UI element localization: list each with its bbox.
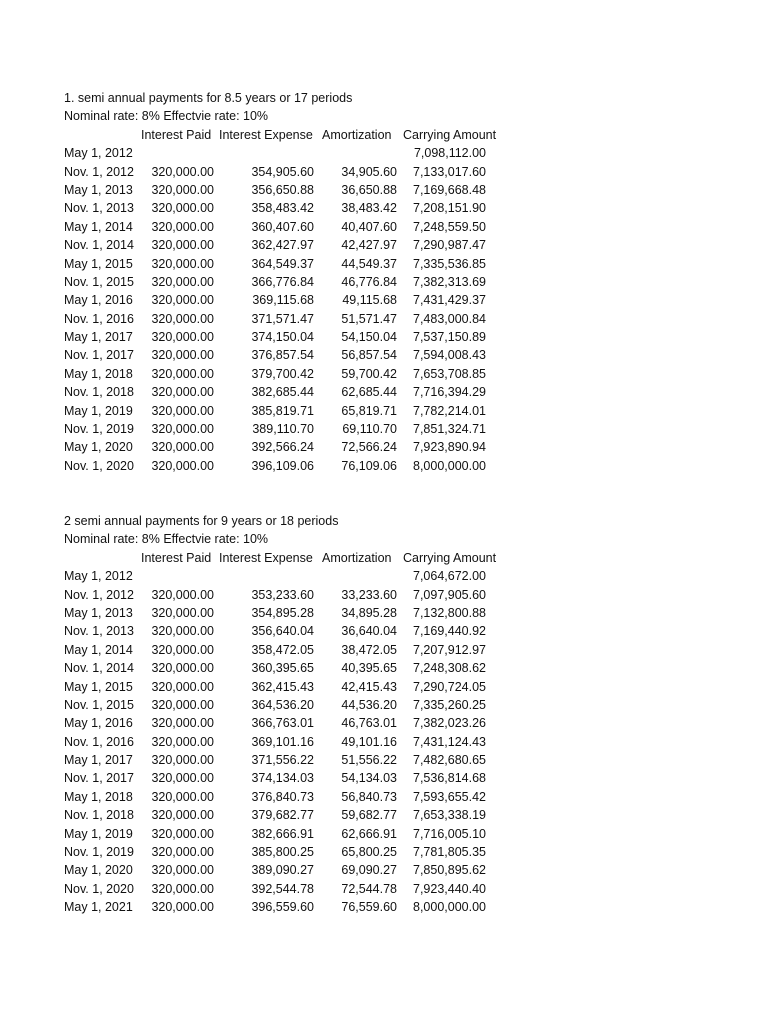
cell-amortization: 72,544.78 (341, 881, 397, 896)
cell-carrying-amount: 7,781,805.35 (413, 845, 486, 860)
cell-carrying-amount: 7,537,150.89 (413, 330, 486, 345)
cell-date: May 1, 2020 (64, 863, 133, 878)
table-row (64, 181, 584, 199)
cell-interest-expense: 385,800.25 (251, 845, 314, 860)
cell-interest-paid: 320,000.00 (151, 458, 214, 473)
cell-amortization: 36,640.04 (341, 624, 397, 639)
cell-interest-paid: 320,000.00 (151, 716, 214, 731)
cell-carrying-amount: 7,208,151.90 (413, 201, 486, 216)
cell-interest-paid: 320,000.00 (151, 753, 214, 768)
header-carrying-amount: Carrying Amount (403, 127, 497, 142)
cell-date: Nov. 1, 2015 (64, 697, 134, 712)
table-row (64, 898, 584, 916)
cell-interest-paid: 320,000.00 (151, 845, 214, 860)
cell-carrying-amount: 7,382,313.69 (413, 274, 486, 289)
table-row (64, 144, 584, 162)
cell-interest-expense: 389,090.27 (251, 863, 314, 878)
cell-date: Nov. 1, 2012 (64, 587, 134, 602)
table-row (64, 806, 584, 824)
cell-interest-expense: 354,905.60 (251, 164, 314, 179)
header-interest-expense: Interest Expense (219, 127, 313, 142)
table-row (64, 843, 584, 861)
cell-interest-expense: 371,556.22 (251, 753, 314, 768)
cell-carrying-amount: 7,132,800.88 (413, 605, 486, 620)
table-row (64, 328, 584, 346)
cell-interest-paid: 320,000.00 (151, 679, 214, 694)
cell-interest-paid: 320,000.00 (151, 219, 214, 234)
cell-carrying-amount: 7,248,308.62 (413, 661, 486, 676)
cell-interest-paid: 320,000.00 (151, 642, 214, 657)
cell-amortization: 59,700.42 (341, 366, 397, 381)
table-row (64, 291, 584, 309)
cell-carrying-amount: 8,000,000.00 (413, 458, 486, 473)
table-row (64, 310, 584, 328)
cell-date: Nov. 1, 2019 (64, 845, 134, 860)
cell-interest-paid: 320,000.00 (151, 900, 214, 915)
cell-interest-expense: 366,776.84 (251, 274, 314, 289)
schedule-section-1 (64, 89, 584, 475)
table-row (64, 273, 584, 291)
cell-interest-paid: 320,000.00 (151, 863, 214, 878)
cell-date: Nov. 1, 2013 (64, 201, 134, 216)
cell-carrying-amount: 7,335,260.25 (413, 697, 486, 712)
cell-interest-paid: 320,000.00 (151, 697, 214, 712)
table-row (64, 604, 584, 622)
table-row (64, 880, 584, 898)
cell-interest-expense: 396,559.60 (251, 900, 314, 915)
cell-interest-paid: 320,000.00 (151, 605, 214, 620)
cell-amortization: 51,571.47 (341, 311, 397, 326)
cell-interest-paid: 320,000.00 (151, 624, 214, 639)
table-row (64, 714, 584, 732)
cell-interest-paid: 320,000.00 (151, 440, 214, 455)
cell-interest-paid: 320,000.00 (151, 422, 214, 437)
header-amortization: Amortization (322, 550, 392, 565)
cell-amortization: 56,840.73 (341, 789, 397, 804)
cell-date: May 1, 2014 (64, 219, 133, 234)
cell-date: May 1, 2014 (64, 642, 133, 657)
cell-amortization: 62,666.91 (341, 826, 397, 841)
table-row (64, 420, 584, 438)
cell-carrying-amount: 7,382,023.26 (413, 716, 486, 731)
cell-carrying-amount: 7,782,214.01 (413, 403, 486, 418)
cell-interest-expense: 369,115.68 (252, 293, 314, 308)
cell-amortization: 46,776.84 (341, 274, 397, 289)
cell-carrying-amount: 7,133,017.60 (413, 164, 486, 179)
cell-carrying-amount: 7,716,394.29 (413, 385, 486, 400)
cell-date: May 1, 2013 (64, 182, 133, 197)
cell-amortization: 65,800.25 (341, 845, 397, 860)
cell-interest-expense: 360,395.65 (251, 661, 314, 676)
cell-interest-expense: 376,840.73 (251, 789, 314, 804)
cell-carrying-amount: 7,169,668.48 (413, 182, 486, 197)
cell-interest-expense: 385,819.71 (251, 403, 314, 418)
cell-carrying-amount: 7,716,005.10 (413, 826, 486, 841)
cell-interest-expense: 374,134.03 (251, 771, 314, 786)
cell-interest-expense: 379,700.42 (251, 366, 314, 381)
cell-interest-paid: 320,000.00 (151, 808, 214, 823)
cell-interest-expense: 358,483.42 (251, 201, 314, 216)
cell-carrying-amount: 7,335,536.85 (413, 256, 486, 271)
cell-amortization: 40,395.65 (341, 661, 397, 676)
table-row (64, 438, 584, 456)
cell-interest-paid: 320,000.00 (151, 311, 214, 326)
cell-interest-paid: 320,000.00 (151, 789, 214, 804)
cell-date: Nov. 1, 2016 (64, 734, 134, 749)
table-row (64, 346, 584, 364)
table-row (64, 696, 584, 714)
header-interest-paid: Interest Paid (141, 127, 212, 142)
cell-interest-paid: 320,000.00 (151, 201, 214, 216)
cell-interest-paid: 320,000.00 (151, 348, 214, 363)
section-rates: Nominal rate: 8% Effectvie rate: 10% (64, 109, 269, 124)
cell-interest-expense: 354,895.28 (251, 605, 314, 620)
cell-carrying-amount: 7,594,008.43 (413, 348, 486, 363)
table-row (64, 825, 584, 843)
cell-interest-paid: 320,000.00 (151, 385, 214, 400)
cell-interest-paid: 320,000.00 (151, 182, 214, 197)
cell-amortization: 33,233.60 (341, 587, 397, 602)
cell-interest-expense: 353,233.60 (251, 587, 314, 602)
cell-amortization: 72,566.24 (341, 440, 397, 455)
table-row (64, 365, 584, 383)
cell-date: May 1, 2017 (64, 753, 133, 768)
cell-date: May 1, 2017 (64, 330, 133, 345)
cell-date: May 1, 2020 (64, 440, 133, 455)
table-row (64, 402, 584, 420)
section-title: 2 semi annual payments for 9 years or 18 periods (64, 514, 339, 528)
cell-amortization: 76,109.06 (341, 458, 397, 473)
cell-interest-expense: 360,407.60 (251, 219, 314, 234)
cell-date: May 1, 2018 (64, 366, 133, 381)
cell-date: May 1, 2015 (64, 679, 133, 694)
cell-carrying-amount: 7,851,324.71 (413, 422, 486, 437)
cell-interest-expense: 366,763.01 (251, 716, 314, 731)
cell-amortization: 56,857.54 (341, 348, 397, 363)
cell-date: Nov. 1, 2018 (64, 808, 134, 823)
cell-interest-paid: 320,000.00 (151, 238, 214, 253)
cell-interest-expense: 362,427.97 (251, 238, 314, 253)
cell-amortization: 46,763.01 (341, 716, 397, 731)
cell-amortization: 34,905.60 (341, 164, 397, 179)
table-row (64, 199, 584, 217)
cell-interest-expense: 371,571.47 (251, 311, 314, 326)
cell-carrying-amount: 7,169,440.92 (413, 624, 486, 639)
cell-amortization: 42,415.43 (341, 679, 397, 694)
table-row (64, 788, 584, 806)
cell-date: May 1, 2018 (64, 789, 133, 804)
cell-date: Nov. 1, 2012 (64, 164, 134, 179)
cell-interest-expense: 362,415.43 (251, 679, 314, 694)
cell-date: Nov. 1, 2019 (64, 422, 134, 437)
cell-interest-expense: 389,110.70 (252, 422, 314, 437)
table-row (64, 861, 584, 879)
cell-interest-paid: 320,000.00 (151, 771, 214, 786)
cell-date: Nov. 1, 2018 (64, 385, 134, 400)
cell-amortization: 69,090.27 (341, 863, 397, 878)
cell-carrying-amount: 7,850,895.62 (413, 863, 486, 878)
cell-interest-paid: 320,000.00 (151, 403, 214, 418)
cell-amortization: 40,407.60 (341, 219, 397, 234)
cell-interest-expense: 382,666.91 (251, 826, 314, 841)
header-carrying-amount: Carrying Amount (403, 550, 497, 565)
cell-carrying-amount: 7,593,655.42 (413, 789, 486, 804)
cell-amortization: 51,556.22 (341, 753, 397, 768)
table-row (64, 236, 584, 254)
cell-carrying-amount: 7,098,112.00 (413, 146, 486, 161)
cell-interest-paid: 320,000.00 (151, 330, 214, 345)
cell-interest-paid: 320,000.00 (151, 366, 214, 381)
header-interest-expense: Interest Expense (219, 550, 313, 565)
cell-amortization: 34,895.28 (341, 605, 397, 620)
cell-date: May 1, 2016 (64, 716, 133, 731)
cell-date: May 1, 2019 (64, 403, 133, 418)
cell-carrying-amount: 7,431,124.43 (413, 734, 486, 749)
cell-date: Nov. 1, 2017 (64, 771, 134, 786)
cell-amortization: 44,549.37 (341, 256, 397, 271)
cell-interest-expense: 356,640.04 (251, 624, 314, 639)
cell-carrying-amount: 8,000,000.00 (413, 900, 486, 915)
cell-carrying-amount: 7,431,429.37 (413, 293, 486, 308)
cell-amortization: 36,650.88 (341, 182, 397, 197)
cell-interest-expense: 374,150.04 (251, 330, 314, 345)
cell-carrying-amount: 7,536,814.68 (413, 771, 486, 786)
cell-interest-expense: 376,857.54 (251, 348, 314, 363)
header-amortization: Amortization (322, 127, 392, 142)
cell-date: May 1, 2021 (64, 900, 133, 915)
table-row (64, 457, 584, 475)
cell-amortization: 49,115.68 (342, 293, 397, 308)
table-row (64, 586, 584, 604)
cell-amortization: 54,134.03 (341, 771, 397, 786)
table-header (64, 126, 584, 144)
cell-carrying-amount: 7,923,890.94 (413, 440, 486, 455)
table-body (64, 144, 584, 475)
cell-interest-paid: 320,000.00 (151, 164, 214, 179)
cell-interest-expense: 382,685.44 (251, 385, 314, 400)
cell-carrying-amount: 7,207,912.97 (413, 642, 486, 657)
cell-amortization: 38,472.05 (341, 642, 397, 657)
cell-carrying-amount: 7,064,672.00 (413, 569, 486, 584)
cell-amortization: 54,150.04 (341, 330, 397, 345)
section-title: 1. semi annual payments for 8.5 years or 17 periods (64, 91, 353, 105)
cell-amortization: 65,819.71 (341, 403, 397, 418)
cell-interest-expense: 364,536.20 (251, 697, 314, 712)
cell-amortization: 49,101.16 (341, 734, 397, 749)
cell-interest-expense: 392,566.24 (251, 440, 314, 455)
cell-date: Nov. 1, 2020 (64, 881, 134, 896)
cell-interest-paid: 320,000.00 (151, 881, 214, 896)
cell-interest-paid: 320,000.00 (151, 293, 214, 308)
table-row (64, 733, 584, 751)
cell-carrying-amount: 7,482,680.65 (413, 753, 486, 768)
table-body (64, 567, 584, 916)
cell-carrying-amount: 7,483,000.84 (413, 311, 486, 326)
table-row (64, 163, 584, 181)
cell-amortization: 59,682.77 (341, 808, 397, 823)
cell-date: May 1, 2016 (64, 293, 133, 308)
cell-carrying-amount: 7,097,905.60 (413, 587, 486, 602)
cell-date: May 1, 2015 (64, 256, 133, 271)
cell-carrying-amount: 7,653,338.19 (413, 808, 486, 823)
cell-date: Nov. 1, 2014 (64, 238, 134, 253)
cell-interest-paid: 320,000.00 (151, 256, 214, 271)
table-row (64, 383, 584, 401)
section-rates: Nominal rate: 8% Effectvie rate: 10% (64, 532, 269, 547)
cell-date: May 1, 2013 (64, 605, 133, 620)
cell-date: Nov. 1, 2014 (64, 661, 134, 676)
cell-carrying-amount: 7,923,440.40 (413, 881, 486, 896)
cell-carrying-amount: 7,248,559.50 (413, 219, 486, 234)
cell-date: May 1, 2012 (64, 146, 133, 161)
cell-amortization: 44,536.20 (341, 697, 397, 712)
table-row (64, 678, 584, 696)
cell-date: Nov. 1, 2013 (64, 624, 134, 639)
cell-interest-expense: 392,544.78 (251, 881, 314, 896)
cell-date: Nov. 1, 2015 (64, 274, 134, 289)
table-row (64, 567, 584, 585)
cell-date: Nov. 1, 2017 (64, 348, 134, 363)
table-header (64, 549, 584, 567)
schedule-section-2 (64, 512, 584, 917)
cell-date: May 1, 2019 (64, 826, 133, 841)
table-row (64, 751, 584, 769)
cell-carrying-amount: 7,290,724.05 (413, 679, 486, 694)
cell-interest-expense: 364,549.37 (251, 256, 314, 271)
cell-interest-paid: 320,000.00 (151, 734, 214, 749)
table-row (64, 218, 584, 236)
cell-amortization: 42,427.97 (341, 238, 397, 253)
table-row (64, 641, 584, 659)
cell-interest-expense: 396,109.06 (251, 458, 314, 473)
cell-interest-expense: 379,682.77 (251, 808, 314, 823)
table-row (64, 255, 584, 273)
cell-interest-expense: 356,650.88 (251, 182, 314, 197)
cell-date: Nov. 1, 2020 (64, 458, 134, 473)
cell-carrying-amount: 7,290,987.47 (413, 238, 486, 253)
table-row (64, 622, 584, 640)
cell-amortization: 38,483.42 (341, 201, 397, 216)
cell-carrying-amount: 7,653,708.85 (413, 366, 486, 381)
cell-amortization: 69,110.70 (342, 422, 397, 437)
cell-amortization: 76,559.60 (341, 900, 397, 915)
cell-interest-expense: 358,472.05 (251, 642, 314, 657)
header-interest-paid: Interest Paid (141, 550, 212, 565)
cell-amortization: 62,685.44 (341, 385, 397, 400)
cell-interest-paid: 320,000.00 (151, 587, 214, 602)
table-row (64, 769, 584, 787)
cell-date: May 1, 2012 (64, 569, 133, 584)
table-row (64, 659, 584, 677)
cell-interest-paid: 320,000.00 (151, 826, 214, 841)
cell-interest-expense: 369,101.16 (251, 734, 314, 749)
cell-date: Nov. 1, 2016 (64, 311, 134, 326)
cell-interest-paid: 320,000.00 (151, 274, 214, 289)
cell-interest-paid: 320,000.00 (151, 661, 214, 676)
